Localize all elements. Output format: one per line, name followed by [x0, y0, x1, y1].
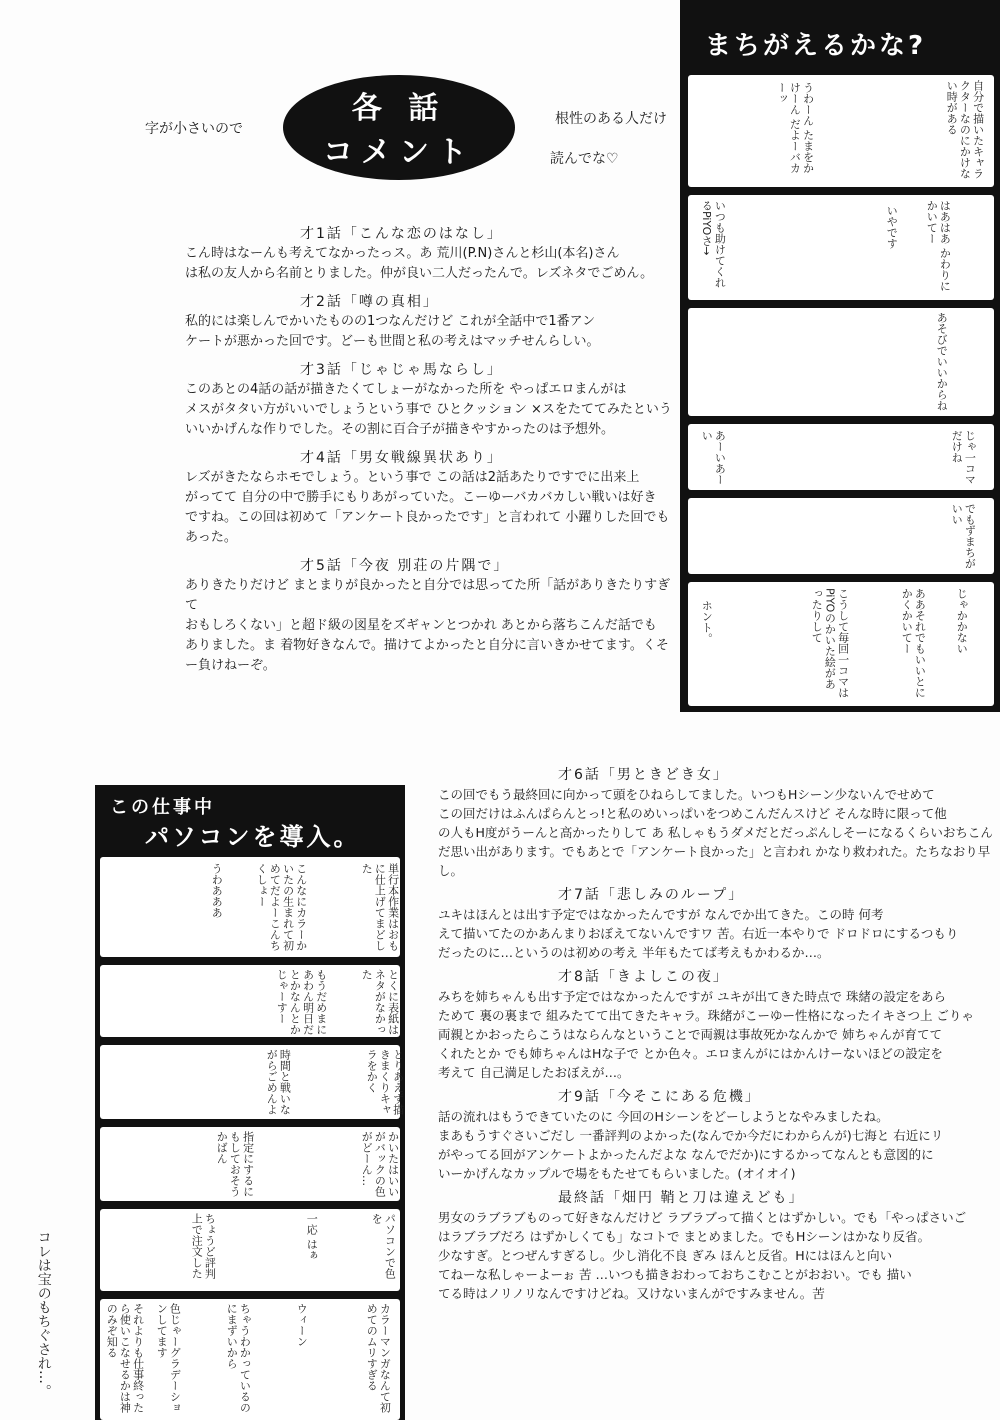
episode-title: 最終話「畑円 鞘と刀は違えども」 [558, 1190, 805, 1206]
speech-text: 時間と戦いながらごめんよ [265, 1049, 292, 1115]
left-comic-strip [95, 785, 405, 1420]
speech-text: じゃかかない [955, 588, 969, 654]
comment-line: 考えて 自己満足したおぼえが…。 [438, 1065, 630, 1080]
episode-title: 才4話「男女戦線異状あり」 [300, 450, 503, 466]
comment-line: いいかげんな作りでした。その割に百合子が描きやすかったのは予想外。 [185, 422, 615, 437]
right-note-1: 根性のある人だけ [555, 111, 667, 127]
comment-line: 男女のラブラブものって好きなんだけど ラブラブって描くとはずかしい。でも「やっぱさいご [438, 1210, 967, 1225]
episode-title: 才8話「きよしこの夜」 [558, 969, 729, 985]
speech-text: 色じゃーグラデーションしてます [155, 1303, 182, 1413]
speech-text: でもずまちがいい [950, 503, 977, 569]
comment-line: この回でもう最終回に向かって頭をひねらしてました。いつもHシーン少ないんでせめて [438, 787, 935, 802]
speech-text: うわーん たまをかけーん だよーバカーッ [775, 82, 815, 174]
speech-text: ちゃうわかっているのにまずいから [225, 1303, 252, 1413]
comment-line: がってて 自分の中で勝手にもりあがっていた。こーゆーバカバカしい戦いは好き [185, 490, 657, 505]
left-strip-title-2: パソコンを導入。 [145, 823, 361, 851]
title-line-2: コメント [323, 135, 475, 170]
speech-text: あそびでいいからね [935, 312, 949, 411]
comic-panel [100, 857, 400, 957]
speech-text: とりあえず描きまくりキャラをかく [365, 1049, 405, 1115]
title-oval [283, 75, 515, 180]
comment-line: 両親とかおったらこうはならんなということで両親は事故死かなんかで 姉ちゃんが育てて [438, 1027, 942, 1042]
speech-text: カラーマンガなんて初めてのムリすぎる [365, 1303, 392, 1413]
episode-title: 才9話「今そこにある危機」 [558, 1089, 761, 1105]
comment-line: この回だけはふんぱらんとっ!と私のめいっぱいをつめこんだんスけど そんな時に限って他 [438, 806, 947, 821]
speech-text: ホント。 [700, 600, 714, 644]
speech-text: うわあああ [210, 863, 224, 918]
speech-text: いやです [885, 205, 899, 249]
speech-text: もうだめまにあわん明日だとかなんとかじゃーすー [275, 969, 328, 1035]
comment-line: こん時はなーんも考えてなかったっス。あ 荒川(P.N)さんと杉山(本名)さん [185, 246, 620, 261]
comment-line: は私の友人から名前とりました。仲が良い二人だったんで。レズネタでごめん。 [185, 266, 654, 281]
comment-line: ですね。この回は初めて「アンケート良かったです」と言われて 小躍りした回でもあった。 [185, 510, 670, 545]
speech-text: 一応 はぁ [305, 1213, 319, 1261]
speech-text: ウィーン [295, 1303, 309, 1347]
comment-line: メスがタタい方がいいでしょうという事で ひとクッション ×スをたててみたという [185, 402, 672, 417]
comment-line: がやってる回がアンケートよかったんだよな なんでだか)にするかってなんとも意図的に [438, 1147, 934, 1162]
episode-title: 才3話「じゃじゃ馬ならし」 [300, 362, 503, 378]
comment-line: はラブラブだろ はずかしくても」なコトで まとめました。でもHシーンはかなり反省。 [438, 1229, 931, 1244]
comic-panel [100, 1209, 400, 1291]
episode-comments-upper [185, 216, 675, 676]
comment-line: くれたとか でも姉ちゃんはHな子で とか色々。エロまんがにはかんけーないほどの設定を [438, 1046, 943, 1061]
comment-line: 話の流れはもうできていたのに 今回のHシーンをどーしようとなやみましたね。 [438, 1109, 889, 1124]
speech-text: パソコンで色を [370, 1213, 397, 1279]
comment-line: ありきたりだけど まとまりが良かったと自分では思ってた所「話がありきたりすぎて [185, 578, 671, 613]
speech-text: 単行本作業はおもに仕上げてまどした [360, 863, 400, 951]
left-note: 字が小さいので [145, 121, 243, 137]
speech-text: 自分で描いたキャラクターなのにかけない時がある [945, 80, 985, 179]
speech-text: あーいあーい [700, 430, 727, 485]
comment-line: おもしろくない」と超ド級の図星をズギャンとつかれ あとから落ちこんだ話でも [185, 618, 657, 633]
comment-line: ユキはほんとは出す予定ではなかったんですが なんでか出てきた。この時 何考 [438, 907, 884, 922]
comment-line: ためて 裏の裏まで 組みたてて出てきたキャラ。珠緒がこーゆー性格になったイキさつ上 ごりゃ [438, 1008, 974, 1023]
comment-line: いーかげんなカップルで場をもたせてもらいました。(オイオイ) [438, 1166, 796, 1181]
comment-line: 私的には楽しんでかいたものの1つなんだけど これが全話中で1番アン [185, 314, 596, 329]
right-note-2: 読んでな♡ [550, 151, 619, 167]
left-strip-title-1: この仕事中 [110, 797, 215, 818]
episode-title: 才7話「悲しみのループ」 [558, 887, 745, 903]
speech-text: いつも助けてくれるPiYOさ→ [700, 200, 727, 288]
episode-comments-lower [438, 760, 994, 1303]
comment-line: ケートが悪かった回です。どーも世間と私の考えはマッチせんらしい。 [185, 334, 600, 349]
episode-title: 才6話「男ときどき女」 [558, 767, 729, 783]
comment-line: このあとの4話の話が描きたくてしょーがなかった所を やっぱエロまんがは [185, 382, 627, 397]
speech-text: ちょうど評判上で注文した [190, 1213, 217, 1279]
comment-line: だったのに…というのは初めの考え 半年もたてば考えもかわるか…。 [438, 945, 830, 960]
episode-title: 才5話「今夜 別荘の片隅で」 [300, 558, 510, 574]
speech-text: 指定にするにもしておそうかばん [215, 1131, 255, 1197]
comic-panel [688, 498, 994, 574]
title-line-1: 各 話 [351, 91, 447, 126]
comment-line: だ思い出があります。でもあとで「アンケート良かった」と言われ かなり救われた。たちなおり早し。 [438, 844, 991, 878]
comment-line: てねーな私しゃーよーぉ 苦 …いつも描きおわっておちこむことがおおい。でも 描い [438, 1267, 912, 1282]
comment-line: みちを姉ちゃんも出す予定ではなかったんですが ユキが出てきた時点で 珠緒の設定をあら [438, 989, 946, 1004]
speech-text: とくに表紙はネタがなかった [360, 969, 400, 1035]
episode-title: 才1話「こんな恋のはなし」 [300, 226, 503, 242]
speech-text: はあはあ かわりにかいてー [925, 200, 952, 292]
right-strip-title: まちがえるかな? [705, 31, 927, 61]
comic-panel [688, 424, 994, 490]
comic-panel [100, 965, 400, 1037]
comment-line: レズがきたならホモでしょう。という事で この話は2話あたりですでに出来上 [185, 470, 640, 485]
comment-line: えて描いてたのかあんまりおぼえてないんですワ 苦。右近一本やりで ドロドロにするつもり [438, 926, 959, 941]
speech-text: こんなにカラーかいたの生まれて初めてだよーこんちくしょー [255, 863, 308, 951]
comment-line: の人もH度がうーんと高かったりして あ 私しゃもうダメだとだっぷんしそーになるくらいおちこん [438, 825, 993, 840]
episode-title: 才2話「噂の真相」 [300, 294, 439, 310]
comment-line: 少なすぎ。とつぜんすぎるし。少し消化不良 ぎみ ほんと反省。Hにはほんと向い [438, 1248, 893, 1263]
right-comic-strip [680, 0, 1000, 712]
comment-line: ありました。ま 着物好きなんで。描けてよかったと自分に言いきかせてます。くそー負けねーぞ。 [185, 638, 669, 673]
speech-text: かいたはいいがバックの色がどーん… [360, 1131, 400, 1197]
comment-line: てる時はノリノリなんですけどね。又けないまんがですみません。苦 [438, 1286, 825, 1301]
speech-text: ああそれでもいいとにかくかいてー [900, 588, 927, 698]
comment-line: まあもうすぐさいごだし 一番評判のよかった(なんでか今だにわからんが)七海と 右近にリ [438, 1128, 944, 1143]
speech-text: じゃ一コマだけね [950, 430, 977, 485]
side-note: コレは宝のもちぐされ…。 [35, 1230, 52, 1398]
comic-panel [100, 1045, 400, 1119]
speech-text: こうして毎回一コマはPiYOのかいた絵があったりして [810, 588, 850, 698]
speech-text: それよりも仕事終ったら使いこなせるかは神のみぞ知る [105, 1303, 145, 1413]
